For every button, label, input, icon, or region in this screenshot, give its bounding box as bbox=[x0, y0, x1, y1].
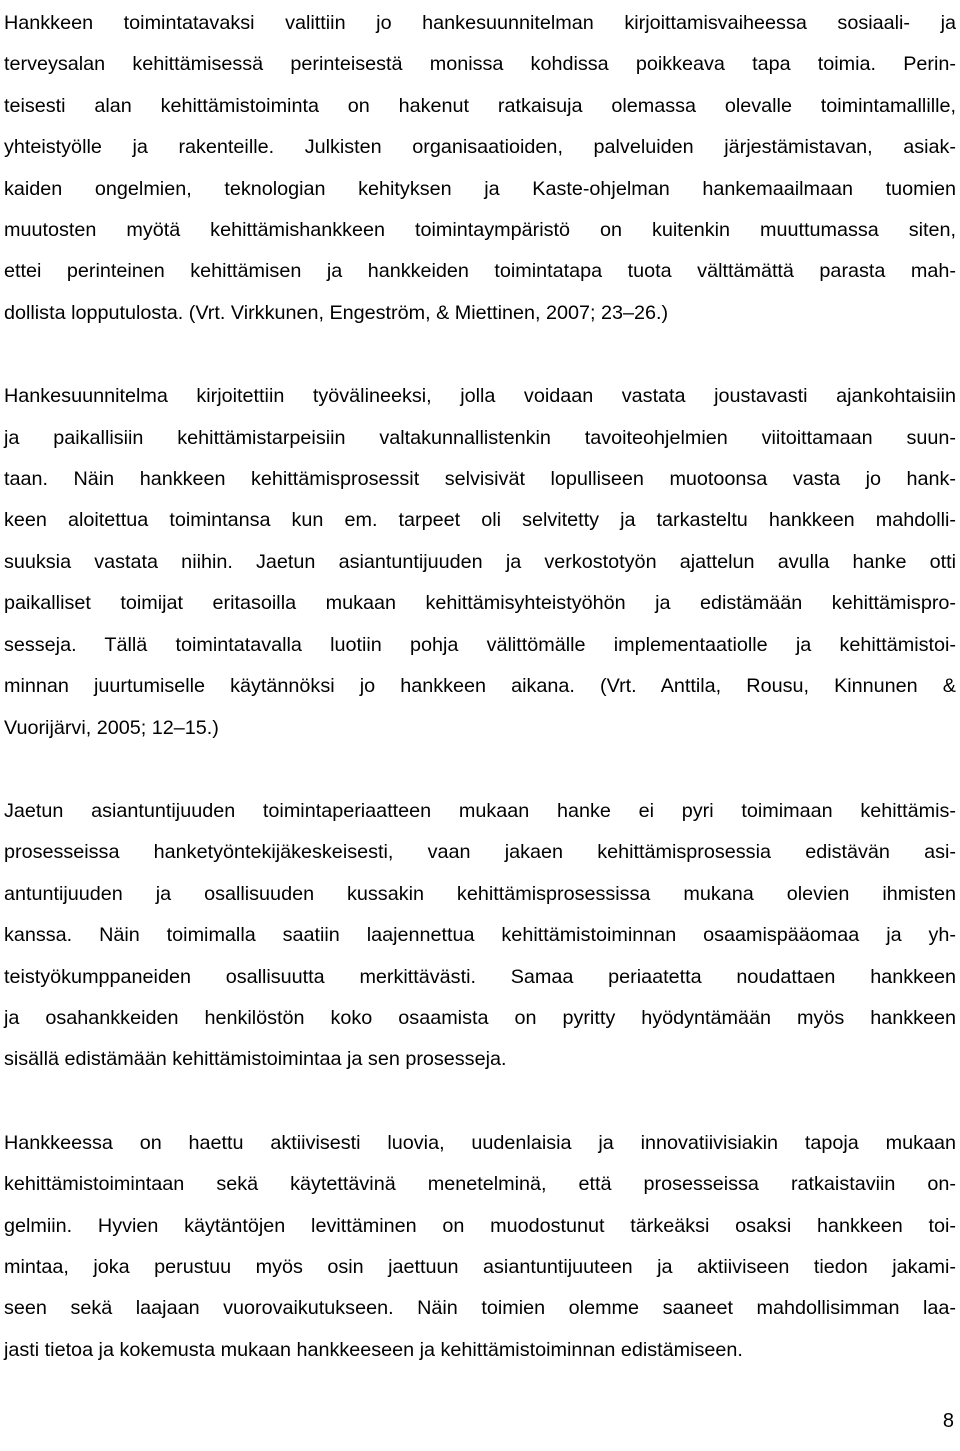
text-line: sisällä edistämään kehittämistoimintaa ja sen prosesseja. bbox=[4, 1048, 507, 1071]
text-line: taan. Näin hankkeen kehittämisprosessit selvisivät lopulliseen muotoonsa vasta jo hank- bbox=[4, 468, 956, 491]
text-line: kaiden ongelmien, teknologian kehityksen ja Kaste-ohjelman hankemaailmaan tuomien bbox=[4, 177, 956, 200]
text-line: seen sekä laajaan vuorovaikutukseen. Näin toimien olemme saaneet mahdollisimman laa- bbox=[4, 1297, 956, 1320]
text-line: Jaetun asiantuntijuuden toimintaperiaatteen mukaan hanke ei pyri toimimaan kehittämis- bbox=[4, 799, 956, 822]
text-line: suuksia vastata niihin. Jaetun asiantuntijuuden ja verkostotyön ajattelun avulla hanke otti bbox=[4, 550, 956, 573]
text-line: paikalliset toimijat eritasoilla mukaan kehittämisyhteistyöhön ja edistämään kehittämispro- bbox=[4, 592, 956, 615]
text-line: minnan juurtumiselle käytännöksi jo hankkeen aikana. (Vrt. Anttila, Rousu, Kinnunen & bbox=[4, 675, 956, 698]
paragraph-4 bbox=[4, 1123, 956, 1371]
paragraph-2 bbox=[4, 376, 956, 749]
text-line: Vuorijärvi, 2005; 12–15.) bbox=[4, 716, 219, 739]
text-line: sesseja. Tällä toimintatavalla luotiin pohja välittömälle implementaatiolle ja kehittämistoi- bbox=[4, 633, 956, 656]
text-line: jasti tietoa ja kokemusta mukaan hankkeeseen ja kehittämistoiminnan edistämiseen. bbox=[4, 1338, 743, 1361]
page-number: 8 bbox=[942, 1410, 954, 1432]
text-line: antuntijuuden ja osallisuuden kussakin kehittämisprosessissa mukana olevien ihmisten bbox=[4, 882, 956, 905]
text-line: mintaa, joka perustuu myös osin jaettuun asiantuntijuuteen ja aktiiviseen tiedon jakami- bbox=[4, 1255, 956, 1278]
paragraph-1 bbox=[4, 3, 956, 334]
text-line: Hankkeessa on haettu aktiivisesti luovia, uudenlaisia ja innovatiivisiakin tapoja mukaan bbox=[4, 1131, 956, 1154]
text-line: kehittämistoimintaan sekä käytettävinä menetelminä, että prosesseissa ratkaistaviin on- bbox=[4, 1173, 956, 1196]
text-line: kanssa. Näin toimimalla saatiin laajennettua kehittämistoiminnan osaamispääomaa ja yh- bbox=[4, 924, 956, 947]
text-line: Hankkeen toimintatavaksi valittiin jo hankesuunnitelman kirjoittamisvaiheessa sosiaali- ja bbox=[4, 12, 956, 34]
text-line: ja paikallisiin kehittämistarpeisiin valtakunnallistenkin tavoiteohjelmien viitoittamaan suun- bbox=[4, 426, 956, 449]
text-line: teisesti alan kehittämistoiminta on hakenut ratkaisuja olemassa olevalle toimintamallille, bbox=[4, 94, 956, 117]
text-line: teistyökumppaneiden osallisuutta merkittävästi. Samaa periaatetta noudattaen hankkeen bbox=[4, 965, 956, 988]
text-line: dollista lopputulosta. (Vrt. Virkkunen, Engeström, & Miettinen, 2007; 23–26.) bbox=[4, 301, 669, 324]
text-line: yhteistyölle ja rakenteille. Julkisten organisaatioiden, palveluiden järjestämistavan, asiak- bbox=[4, 136, 956, 159]
text-line: gelmiin. Hyvien käytäntöjen levittäminen on muodostunut tärkeäksi osaksi hankkeen toi- bbox=[4, 1214, 956, 1237]
text-line: keen aloitettua toimintansa kun em. tarpeet oli selvitetty ja tarkasteltu hankkeen mahdolli- bbox=[4, 509, 956, 532]
text-line: ja osahankkeiden henkilöstön koko osaamista on pyritty hyödyntämään myös hankkeen bbox=[4, 1006, 956, 1029]
body-text bbox=[4, 3, 956, 1413]
text-line: terveysalan kehittämisessä perinteisestä monissa kohdissa poikkeava tapa toimia. Perin- bbox=[4, 53, 956, 76]
paragraph-3 bbox=[4, 791, 956, 1081]
text-line: Hankesuunnitelma kirjoitettiin työvälineeksi, jolla voidaan vastata joustavasti ajankohtaisiin bbox=[4, 385, 956, 408]
text-line: prosesseissa hanketyöntekijäkeskeisesti, vaan jakaen kehittämisprosessia edistävän asi- bbox=[4, 841, 956, 864]
text-line: ettei perinteinen kehittämisen ja hankkeiden toimintatapa tuota välttämättä parasta mah- bbox=[4, 260, 956, 283]
text-line: muutosten myötä kehittämishankkeen toimintaympäristö on kuitenkin muuttumassa siten, bbox=[4, 219, 956, 242]
